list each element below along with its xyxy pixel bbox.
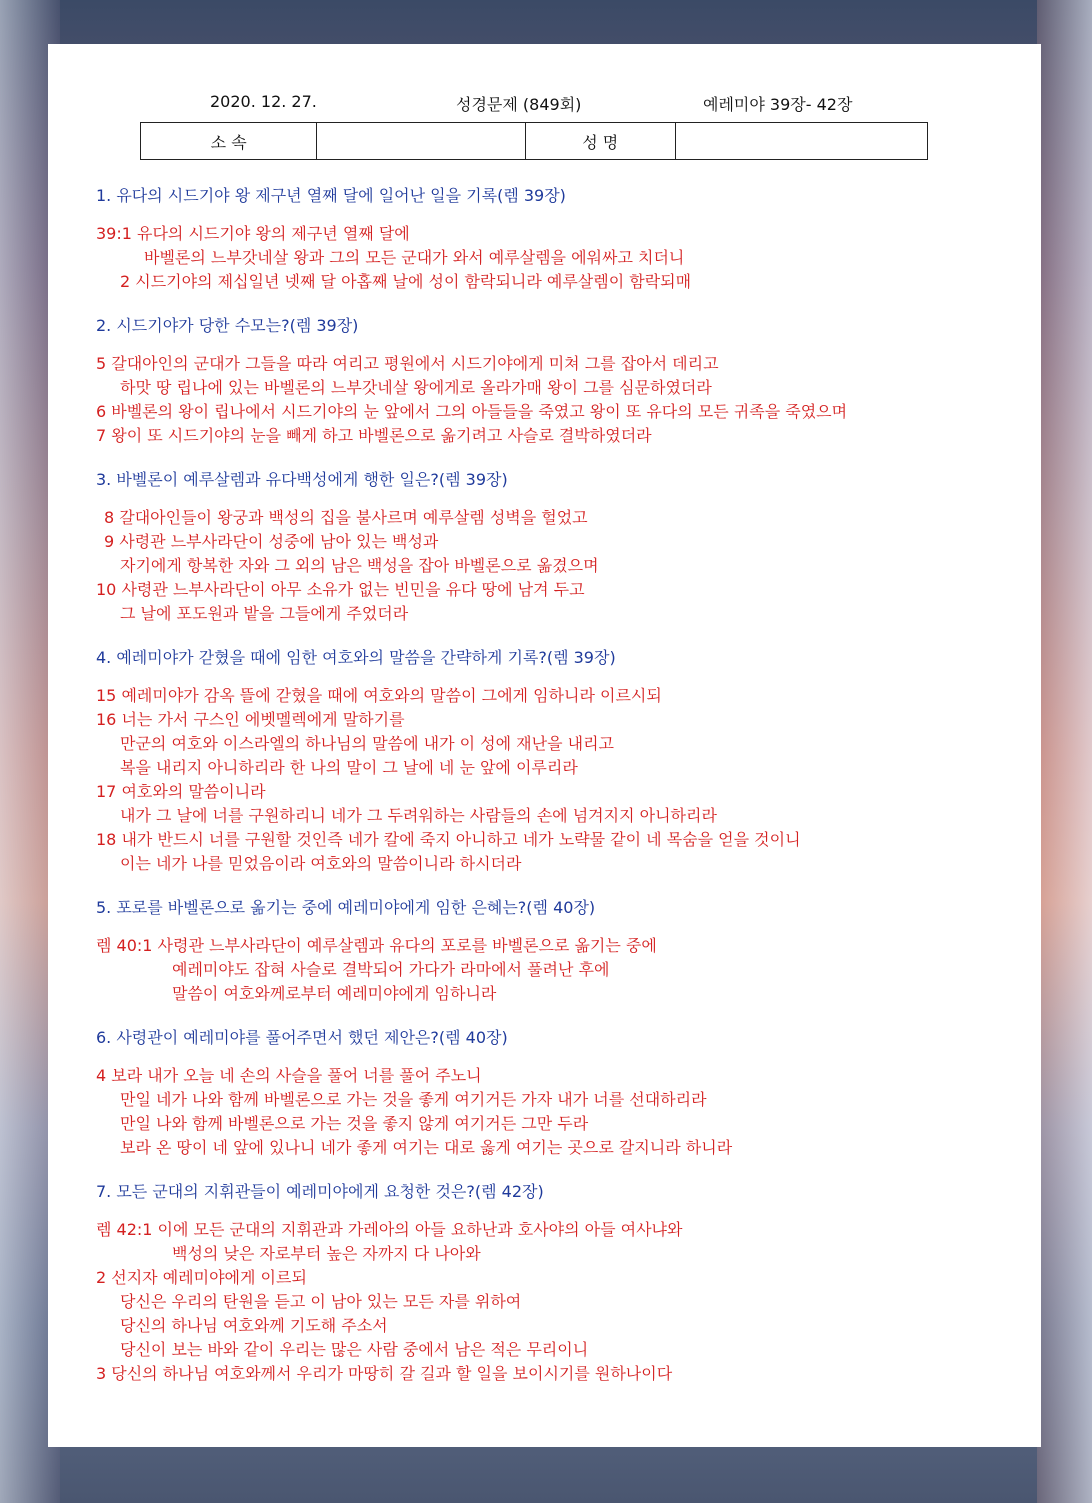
answer-line: 8 갈대아인들이 왕궁과 백성의 집을 불사르며 예루살렘 성벽을 헐었고 [104, 508, 588, 527]
answer-3 [96, 506, 1026, 626]
answer-6 [96, 1064, 1026, 1160]
answer-line: 예레미야도 잡혀 사슬로 결박되어 가다가 라마에서 풀려난 후에 [172, 960, 610, 979]
answer-line: 17 여호와의 말씀이니라 [96, 782, 266, 801]
question-4: 4. 예레미야가 갇혔을 때에 임한 여호와의 말씀을 간략하게 기록?(렘 39장) [96, 648, 616, 667]
answer-7 [96, 1218, 1026, 1386]
answer-line: 만군의 여호와 이스라엘의 하나님의 말씀에 내가 이 성에 재난을 내리고 [120, 734, 614, 753]
answer-line: 바벨론의 느부갓네살 왕과 그의 모든 군대가 와서 예루살렘을 에워싸고 치더니 [144, 248, 685, 267]
question-7: 7. 모든 군대의 지휘관들이 예레미야에게 요청한 것은?(렘 42장) [96, 1182, 544, 1201]
header-title: 성경문제 (849회) [456, 95, 582, 114]
question-6: 6. 사령관이 예레미야를 풀어주면서 했던 제안은?(렘 40장) [96, 1028, 508, 1047]
answer-line: 자기에게 항복한 자와 그 외의 남은 백성을 잡아 바벨론으로 옮겼으며 [120, 556, 599, 575]
question-1: 1. 유다의 시드기야 왕 제구년 열째 달에 일어난 일을 기록(렘 39장) [96, 186, 566, 205]
background-snowy-trees-right [1037, 0, 1092, 1503]
answer-line: 이는 네가 나를 믿었음이라 여호와의 말씀이니라 하시더라 [120, 854, 522, 873]
answer-line: 7 왕이 또 시드기야의 눈을 빼게 하고 바벨론으로 옮기려고 사슬로 결박하였더라 [96, 426, 652, 445]
affiliation-label: 소 속 [141, 123, 317, 160]
answer-line: 3 당신의 하나님 여호와께서 우리가 마땅히 갈 길과 할 일을 보이시기를 원하나이다 [96, 1364, 673, 1383]
answer-line: 15 예레미야가 감옥 뜰에 갇혔을 때에 여호와의 말씀이 그에게 임하니라 이르시되 [96, 686, 662, 705]
answer-line: 39:1 유다의 시드기야 왕의 제구년 열째 달에 [96, 224, 410, 243]
question-5: 5. 포로를 바벨론으로 옮기는 중에 예레미야에게 임한 은혜는?(렘 40장) [96, 898, 596, 917]
answer-line: 6 바벨론의 왕이 립나에서 시드기야의 눈 앞에서 그의 아들들을 죽였고 왕이 또 유다의 모든 귀족을 죽였으며 [96, 402, 848, 421]
answer-line: 내가 그 날에 너를 구원하리니 네가 그 두려워하는 사람들의 손에 넘겨지지 아니하리라 [120, 806, 717, 825]
answer-4 [96, 684, 1026, 876]
answer-line: 그 날에 포도원과 밭을 그들에게 주었더라 [120, 604, 409, 623]
answer-line: 18 내가 반드시 너를 구원할 것인즉 네가 칼에 죽지 아니하고 네가 노략물 같이 네 목숨을 얻을 것이니 [96, 830, 801, 849]
answer-5 [96, 934, 1026, 1006]
answer-line: 백성의 낮은 자로부터 높은 자까지 다 나아와 [172, 1244, 481, 1263]
answer-line: 10 사령관 느부사라단이 아무 소유가 없는 빈민을 유다 땅에 남겨 두고 [96, 580, 585, 599]
answer-line: 하맛 땅 립나에 있는 바벨론의 느부갓네살 왕에게로 올라가매 왕이 그를 심문하였더라 [120, 378, 712, 397]
answer-line: 5 갈대아인의 군대가 그들을 따라 여리고 평원에서 시드기야에게 미쳐 그를 잡아서 데리고 [96, 354, 719, 373]
header-date: 2020. 12. 27. [210, 92, 317, 111]
header-chapter-range: 예레미야 39장- 42장 [703, 95, 853, 114]
answer-line: 만일 네가 나와 함께 바벨론으로 가는 것을 좋게 여기거든 가자 내가 너를 선대하리라 [120, 1090, 707, 1109]
answer-line: 2 시드기야의 제십일년 넷째 달 아홉째 날에 성이 함락되니라 예루살렘이 함락되매 [120, 272, 692, 291]
answer-line: 16 너는 가서 구스인 에벳멜렉에게 말하기를 [96, 710, 405, 729]
answer-line: 2 선지자 예레미야에게 이르되 [96, 1268, 307, 1287]
answer-line: 4 보라 내가 오늘 네 손의 사슬을 풀어 너를 풀어 주노니 [96, 1066, 482, 1085]
worksheet-header [48, 92, 1041, 116]
answer-line: 9 사령관 느부사라단이 성중에 남아 있는 백성과 [104, 532, 439, 551]
answer-1 [96, 222, 1026, 294]
answer-line: 만일 나와 함께 바벨론으로 가는 것을 좋지 않게 여기거든 그만 두라 [120, 1114, 589, 1133]
affiliation-field[interactable] [317, 123, 525, 160]
answer-line: 당신은 우리의 탄원을 듣고 이 남아 있는 모든 자를 위하여 [120, 1292, 522, 1311]
answer-line: 당신의 하나님 여호와께 기도해 주소서 [120, 1316, 388, 1335]
question-2: 2. 시드기야가 당한 수모는?(렘 39장) [96, 316, 359, 335]
name-field[interactable] [675, 123, 927, 160]
question-3: 3. 바벨론이 예루살렘과 유다백성에게 행한 일은?(렘 39장) [96, 470, 508, 489]
worksheet-page [48, 44, 1041, 1447]
name-label: 성 명 [525, 123, 675, 160]
question-list [96, 184, 1026, 1406]
answer-2 [96, 352, 1026, 448]
answer-line: 당신이 보는 바와 같이 우리는 많은 사람 중에서 남은 적은 무리이니 [120, 1340, 589, 1359]
answer-line: 복을 내리지 아니하리라 한 나의 말이 그 날에 네 눈 앞에 이루리라 [120, 758, 578, 777]
info-table [140, 122, 928, 160]
answer-line: 렘 40:1 사령관 느부사라단이 예루살렘과 유다의 포로를 바벨론으로 옮기는 중에 [96, 936, 657, 955]
answer-line: 말씀이 여호와께로부터 예레미야에게 임하니라 [172, 984, 497, 1003]
answer-line: 보라 온 땅이 네 앞에 있나니 네가 좋게 여기는 대로 옳게 여기는 곳으로 갈지니라 하니라 [120, 1138, 733, 1157]
answer-line: 렘 42:1 이에 모든 군대의 지휘관과 가레아의 아들 요하난과 호사야의 아들 여사냐와 [96, 1220, 683, 1239]
